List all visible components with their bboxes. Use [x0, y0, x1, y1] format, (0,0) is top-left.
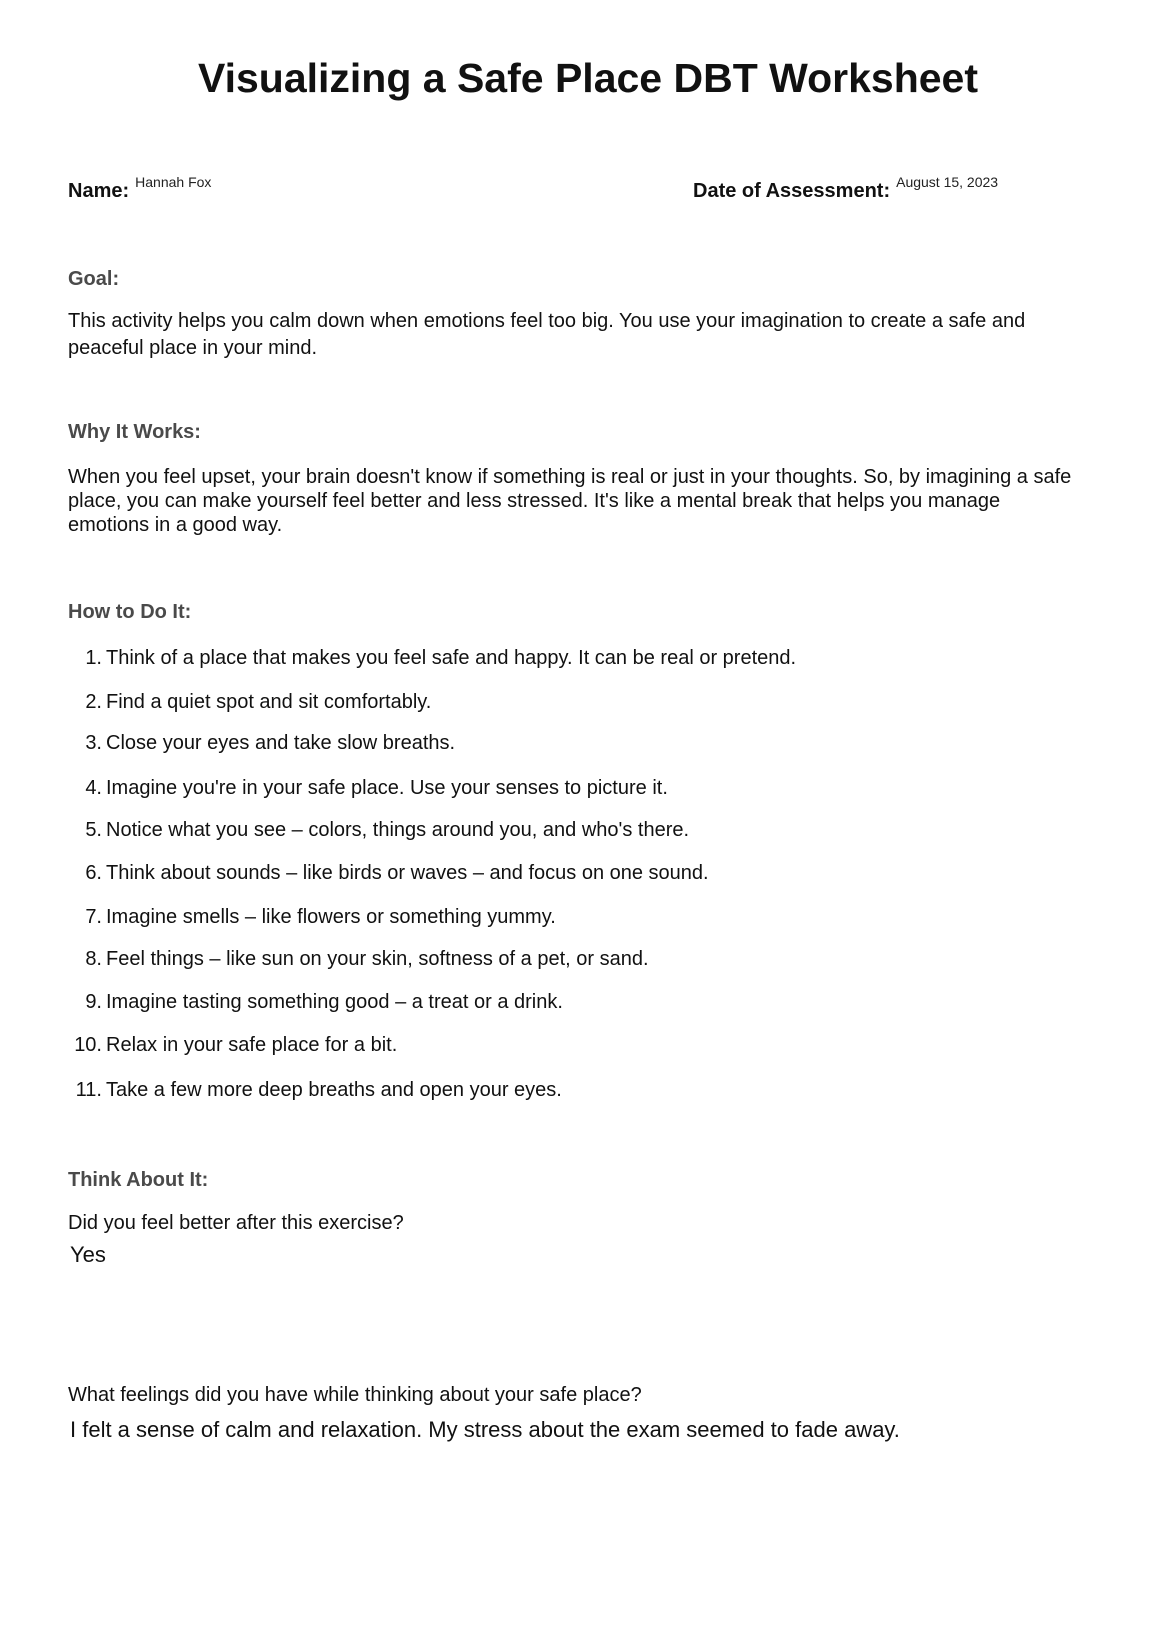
step-text: Imagine you're in your safe place. Use your senses to picture it. — [106, 777, 668, 799]
step-number: 4. — [85, 777, 102, 799]
name-field — [68, 174, 212, 203]
goal-text: This activity helps you calm down when emotions feel too big. You use your imagination to create a safe and peaceful place in your mind. — [68, 310, 1026, 359]
how-heading: How to Do It: — [68, 601, 192, 623]
step-text: Notice what you see – colors, things around you, and who's there. — [106, 819, 690, 841]
think-heading: Think About It: — [68, 1169, 209, 1191]
step-text: Imagine smells – like flowers or something yummy. — [106, 906, 556, 928]
list-item — [68, 862, 709, 885]
date-label: Date of Assessment: — [693, 180, 891, 202]
step-number: 5. — [85, 819, 102, 841]
name-value: Hannah Fox — [135, 174, 212, 190]
step-number: 7. — [85, 906, 102, 928]
step-number: 11. — [75, 1079, 102, 1101]
why-text: When you feel upset, your brain doesn't know if something is real or just in your thoughts. So, by imagining a safe place, you can make yourself feel better and less stressed. It's like a mental break that helps you manage emotions in a good way. — [68, 466, 1072, 536]
list-item — [68, 991, 563, 1014]
step-text: Take a few more deep breaths and open your eyes. — [106, 1079, 562, 1101]
answer-2: I felt a sense of calm and relaxation. My stress about the exam seemed to fade away. — [70, 1417, 900, 1442]
goal-heading: Goal: — [68, 268, 120, 290]
step-number: 2. — [85, 691, 102, 713]
why-heading: Why It Works: — [68, 421, 201, 443]
name-label: Name: — [68, 180, 130, 202]
date-field — [693, 174, 999, 203]
step-number: 9. — [85, 991, 102, 1013]
step-number: 3. — [85, 732, 102, 754]
list-item — [68, 906, 556, 929]
answer-1: Yes — [70, 1242, 106, 1267]
date-value: August 15, 2023 — [896, 174, 999, 190]
list-item — [68, 1034, 397, 1057]
step-number: 8. — [85, 948, 102, 970]
list-item — [68, 1079, 562, 1102]
question-1: Did you feel better after this exercise? — [68, 1212, 404, 1234]
list-item — [68, 819, 689, 842]
step-text: Think about sounds – like birds or waves – and focus on one sound. — [106, 862, 709, 884]
step-text: Think of a place that makes you feel safe and happy. It can be real or pretend. — [106, 647, 797, 669]
step-number: 10. — [74, 1034, 102, 1056]
list-item — [68, 732, 455, 755]
list-item — [68, 777, 668, 800]
step-text: Close your eyes and take slow breaths. — [106, 732, 456, 754]
step-number: 1. — [85, 647, 102, 669]
step-text: Feel things – like sun on your skin, softness of a pet, or sand. — [106, 948, 649, 970]
list-item — [68, 647, 796, 670]
step-text: Imagine tasting something good – a treat or a drink. — [106, 991, 563, 1013]
step-text: Relax in your safe place for a bit. — [106, 1034, 398, 1056]
question-2: What feelings did you have while thinking about your safe place? — [68, 1384, 642, 1406]
list-item — [68, 948, 649, 971]
list-item — [68, 691, 431, 714]
step-text: Find a quiet spot and sit comfortably. — [106, 691, 432, 713]
page-title: Visualizing a Safe Place DBT Worksheet — [197, 55, 979, 101]
step-number: 6. — [85, 862, 102, 884]
